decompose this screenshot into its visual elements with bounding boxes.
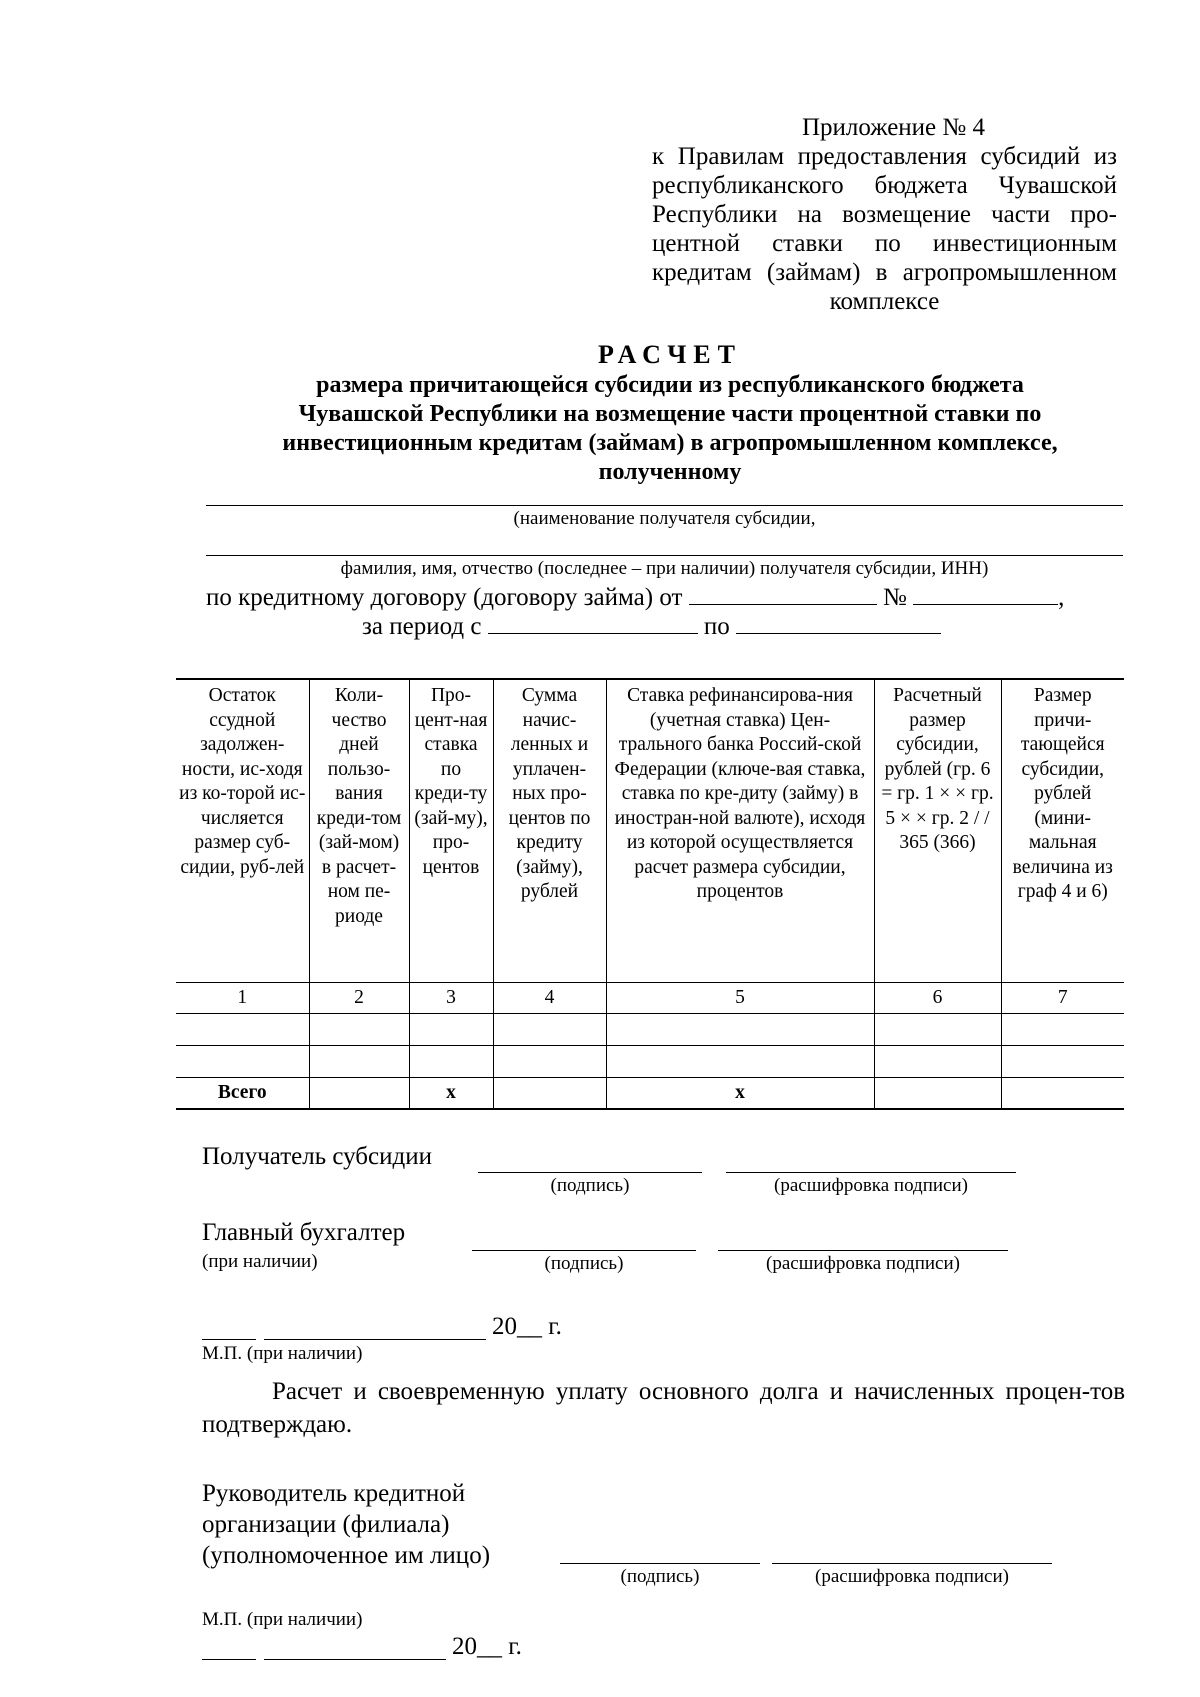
date-day-line[interactable]: [202, 1659, 256, 1660]
title-line: инвестиционным кредитам (займам) в агропромышленном комплексе,: [282, 430, 1058, 456]
date-month-line[interactable]: [264, 1339, 486, 1340]
period-line: [362, 613, 941, 641]
total-cell: х: [409, 1078, 493, 1110]
appendix-block: [652, 113, 1117, 316]
table-header-cell: Размер причи-тающейся субсидии, рублей (мини-мальная величина из граф 4 и 6): [1001, 679, 1124, 983]
bank-signature-line[interactable]: [560, 1563, 760, 1564]
table-cell[interactable]: [874, 1014, 1001, 1046]
accountant-decoding-line[interactable]: [718, 1250, 1008, 1251]
column-number: 3: [409, 983, 493, 1014]
subsidy-table: [176, 678, 1124, 1110]
table-cell[interactable]: [176, 1046, 309, 1078]
recipient-name-caption: (наименование получателя субсидии,: [513, 508, 816, 529]
recipient-signature-line[interactable]: [478, 1172, 702, 1173]
table-row: [176, 1046, 1124, 1078]
contract-line: [206, 584, 1064, 612]
title-line: полученному: [598, 459, 742, 485]
recipient-signature-label: Получатель субсидии: [202, 1143, 432, 1170]
document-title: [175, 339, 1165, 487]
decoding-caption: (расшифровка подписи): [774, 1175, 968, 1196]
number-sign: №: [882, 584, 907, 611]
table-cell[interactable]: [606, 1046, 874, 1078]
appendix-line: Республики на возмещение части про-: [652, 201, 1117, 228]
table-header-cell: Расчетный размер субсидии, рублей (гр. 6 = гр. 1 × × гр. 5 × × гр. 2 / / 365 (366): [874, 679, 1001, 983]
table-cell[interactable]: [493, 1014, 606, 1046]
recipient-decoding-line[interactable]: [726, 1172, 1016, 1173]
table-header-cell: Остаток ссудной задолжен-ности, ис-ходя из ко-торой ис-числяется размер суб-сидии, руб-лей: [176, 679, 309, 983]
total-cell: х: [606, 1078, 874, 1110]
contract-date-field[interactable]: [689, 584, 877, 605]
decoding-caption: (расшифровка подписи): [815, 1566, 1009, 1587]
title-line: размера причитающейся субсидии из республиканского бюджета: [316, 372, 1024, 398]
period-from-field[interactable]: [488, 613, 698, 634]
bank-decoding-line[interactable]: [772, 1563, 1052, 1564]
stamp-label: М.П. (при наличии): [202, 1343, 363, 1364]
appendix-line: комплексе: [829, 288, 940, 315]
table-cell[interactable]: [309, 1014, 409, 1046]
date-year: 20__ г.: [452, 1633, 522, 1660]
date-year: 20__ г.: [492, 1313, 562, 1340]
table-cell[interactable]: [409, 1014, 493, 1046]
signature-caption: (подпись): [544, 1253, 624, 1274]
table-cell[interactable]: [409, 1046, 493, 1078]
appendix-line: к Правилам предоставления субсидий из: [652, 143, 1117, 170]
total-cell[interactable]: [1001, 1078, 1124, 1110]
appendix-number: Приложение № 4: [801, 114, 986, 141]
recipient-inn-caption: фамилия, имя, отчество (последнее – при наличии) получателя субсидии, ИНН): [340, 558, 989, 579]
accountant-signature-line[interactable]: [472, 1250, 696, 1251]
comma: ,: [1058, 584, 1065, 611]
table-cell[interactable]: [493, 1046, 606, 1078]
appendix-line: кредитам (займам) в агропромышленном: [652, 259, 1117, 286]
recipient-inn-line[interactable]: [206, 555, 1123, 556]
total-label: Всего: [176, 1078, 309, 1110]
total-row: [176, 1078, 1124, 1110]
decoding-caption: (расшифровка подписи): [766, 1253, 960, 1274]
table-cell[interactable]: [309, 1046, 409, 1078]
table-header-cell: Про-цент-ная ставка по креди-ту (зай-му), про-центов: [409, 679, 493, 983]
signature-caption: (подпись): [620, 1566, 700, 1587]
table-header-row: [176, 679, 1124, 983]
column-number: 5: [606, 983, 874, 1014]
column-number: 7: [1001, 983, 1124, 1014]
total-cell[interactable]: [309, 1078, 409, 1110]
bank-head-line: (уполномоченное им лицо): [202, 1542, 491, 1569]
table-header-cell: Коли-чество дней пользо-вания креди-том (зай-мом) в расчет-ном пе-риоде: [309, 679, 409, 983]
table-cell[interactable]: [874, 1046, 1001, 1078]
signature-caption: (подпись): [550, 1175, 630, 1196]
total-cell[interactable]: [874, 1078, 1001, 1110]
date-month-line[interactable]: [264, 1659, 446, 1660]
column-number: 2: [309, 983, 409, 1014]
title-heading: РАСЧЕТ: [598, 340, 742, 369]
accountant-if-any: (при наличии): [202, 1251, 318, 1272]
bank-head-line: организации (филиала): [202, 1511, 450, 1538]
appendix-line: центной ставки по инвестиционным: [652, 230, 1117, 257]
table-cell[interactable]: [1001, 1046, 1124, 1078]
recipient-name-line[interactable]: [206, 505, 1123, 506]
table-cell[interactable]: [1001, 1014, 1124, 1046]
period-prefix: за период с: [362, 613, 482, 640]
stamp-label: М.П. (при наличии): [202, 1609, 363, 1630]
contract-prefix: по кредитному договору (договору займа) от: [206, 584, 683, 611]
table-header-cell: Ставка рефинансирова-ния (учетная ставка) Цен-трального банка Россий-ской Федерации (ключе-вая ставка, ставка по кре-диту (займу) в иностран-ной валюте), исходя из которой осуществляется расчет размера субсидии, процентов: [606, 679, 874, 983]
total-cell[interactable]: [493, 1078, 606, 1110]
date-day-line[interactable]: [202, 1339, 256, 1340]
table-cell[interactable]: [606, 1014, 874, 1046]
column-number: 6: [874, 983, 1001, 1014]
table-cell[interactable]: [176, 1014, 309, 1046]
period-to-label: по: [703, 613, 730, 640]
column-number: 4: [493, 983, 606, 1014]
accountant-label: Главный бухгалтер: [202, 1219, 406, 1246]
title-line: Чувашской Республики на возмещение части процентной ставки по: [298, 401, 1042, 427]
contract-number-field[interactable]: [913, 584, 1058, 605]
column-numbers-row: [176, 983, 1124, 1014]
period-to-field[interactable]: [736, 613, 941, 634]
confirmation-paragraph: Расчет и своевременную уплату основного долга и начисленных процен-тов подтверждаю.: [202, 1378, 1125, 1438]
column-number: 1: [176, 983, 309, 1014]
bank-head-line: Руководитель кредитной: [202, 1480, 466, 1507]
table-row: [176, 1014, 1124, 1046]
table-header-cell: Сумма начис-ленных и уплачен-ных про-центов по кредиту (займу), рублей: [493, 679, 606, 983]
bank-head-label: [202, 1478, 490, 1571]
appendix-line: республиканского бюджета Чувашской: [652, 172, 1117, 199]
